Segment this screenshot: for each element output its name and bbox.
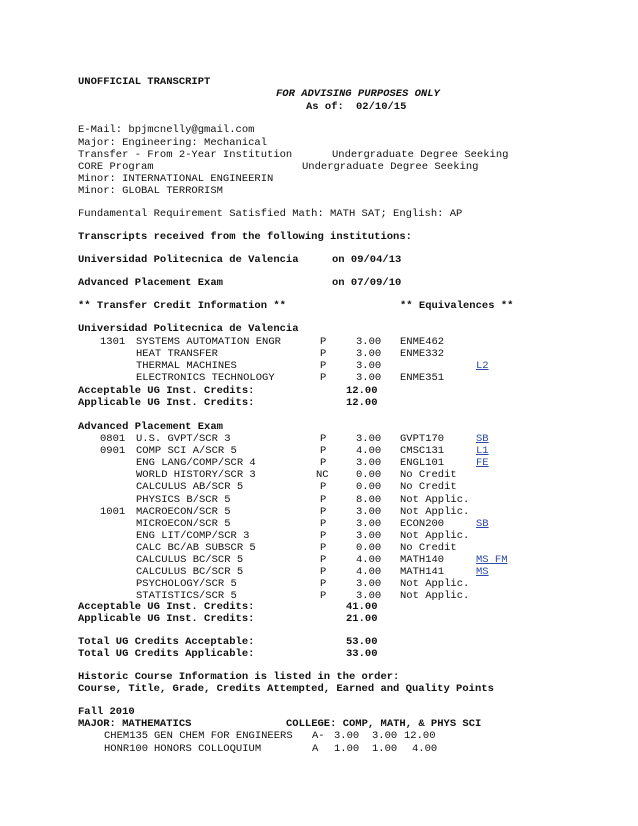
course-equivalent: MATH141 [400,566,445,579]
course-grade: P [320,348,327,361]
course-credits: 3.00 [356,372,382,385]
gen-ed-code-link[interactable]: FE [476,457,489,470]
as-of-label: As of: [306,101,344,113]
course-equivalent: No Credit [400,469,457,482]
historic-info-line-2: Course, Title, Grade, Credits Attempted, Earned and Quality Points [78,683,494,695]
course-grade: P [320,541,327,554]
course-credits: 3.00 [356,578,382,591]
course-credits: 3.00 [356,360,382,373]
historic-info-line-1: Historic Course Information is listed in the order: [78,671,400,683]
course-credits: 3.00 [356,529,382,542]
course-title: U.S. GVPT/SCR 3 [136,433,231,445]
equivalences-header: ** Equivalences ** [400,300,514,312]
institution-date: on 07/09/10 [332,277,402,289]
email-line: E-Mail: bpjmcnelly@gmail.com [78,124,255,136]
course-grade: P [320,457,327,470]
course-credits: 3.00 [356,590,382,603]
course-grade: P [320,481,327,494]
course-title: COMP SCI A/SCR 5 [136,445,237,458]
upv-section-title: Universidad Politecnica de Valencia [78,323,299,335]
received-header: Transcripts received from the following institutions: [78,231,412,243]
term-course-grade: A [312,742,319,755]
course-title: THERMAL MACHINES [136,360,237,373]
course-code: 1001 [100,505,126,518]
course-credits: 4.00 [356,566,382,579]
core-line: CORE Program [78,161,154,173]
term-major: MAJOR: MATHEMATICS [78,718,192,730]
course-title: WORLD HISTORY/SCR 3 [136,469,256,482]
term-course-code: CHEM135 [104,730,149,742]
course-grade: P [320,372,327,385]
course-equivalent: ENME332 [400,348,445,361]
course-equivalent: CMSC131 [400,445,445,458]
term-credits-attempted: 1.00 [334,742,360,755]
term-college: COLLEGE: COMP, MATH, & PHYS SCI [286,718,482,730]
course-grade: P [320,554,327,566]
total-applicable-value: 33.00 [346,648,378,660]
ap-applicable-value: 21.00 [346,613,378,625]
total-acceptable-label: Total UG Credits Acceptable: [78,636,255,648]
ap-acceptable-label: Acceptable UG Inst. Credits: [78,601,255,613]
course-title: CALCULUS AB/SCR 5 [136,481,244,494]
course-title: PSYCHOLOGY/SCR 5 [136,578,237,591]
course-equivalent: Not Applic. [400,529,470,542]
upv-acceptable-label: Acceptable UG Inst. Credits: [78,385,255,397]
transfer-line: Transfer - From 2-Year Institution [78,149,293,161]
course-credits: 0.00 [356,469,382,482]
upv-acceptable-value: 12.00 [346,385,378,397]
course-title: CALC BC/AB SUBSCR 5 [136,541,256,554]
course-equivalent: ENME462 [400,336,445,348]
course-title: CALCULUS BC/SCR 5 [136,566,244,579]
core-status: Undergraduate Degree Seeking [302,161,479,173]
course-grade: P [320,517,327,530]
transfer-credit-header: ** Transfer Credit Information ** [78,300,286,312]
course-grade: P [320,578,327,591]
advising-notice: FOR ADVISING PURPOSES ONLY [276,88,440,100]
fundamental-requirement: Fundamental Requirement Satisfied Math: MATH SAT; English: AP [78,208,463,220]
course-grade: P [320,445,327,458]
course-grade: P [320,529,327,542]
course-title: ENG LANG/COMP/SCR 4 [136,457,256,470]
ap-applicable-label: Applicable UG Inst. Credits: [78,613,255,625]
total-acceptable-value: 53.00 [346,636,378,648]
course-credits: 3.00 [356,433,382,445]
gen-ed-code-link[interactable]: MS FM [476,554,508,566]
course-credits: 3.00 [356,505,382,518]
course-equivalent: No Credit [400,541,457,554]
course-title: CALCULUS BC/SCR 5 [136,554,244,566]
course-title: STATISTICS/SCR 5 [136,590,237,603]
gen-ed-code-link[interactable]: L2 [476,360,489,373]
course-title: SYSTEMS AUTOMATION ENGR [136,336,281,348]
major-line: Major: Engineering: Mechanical [78,137,268,149]
minor-line-2: Minor: GLOBAL TERRORISM [78,185,223,197]
institution-date: on 09/04/13 [332,254,402,266]
course-credits: 3.00 [356,457,382,470]
transcript-title: UNOFFICIAL TRANSCRIPT [78,76,211,88]
course-grade: P [320,493,327,506]
course-equivalent: ENME351 [400,372,445,385]
course-grade: P [320,505,327,518]
term-credits-earned: 3.00 [372,730,398,742]
course-credits: 4.00 [356,554,382,566]
course-grade: P [320,360,327,373]
course-equivalent: ENGL101 [400,457,445,470]
course-grade: P [320,566,327,579]
course-grade: P [320,590,327,603]
course-equivalent: Not Applic. [400,505,470,518]
term-course-grade: A- [312,730,325,742]
course-credits: 0.00 [356,541,382,554]
gen-ed-code-link[interactable]: SB [476,517,489,530]
term-credits-earned: 1.00 [372,742,398,755]
upv-applicable-label: Applicable UG Inst. Credits: [78,397,255,409]
course-code: 0801 [100,433,126,445]
gen-ed-code-link[interactable]: L1 [476,445,489,458]
course-equivalent: MATH140 [400,554,445,566]
minor-line-1: Minor: INTERNATIONAL ENGINEERIN [78,173,274,185]
course-equivalent: ECON200 [400,517,445,530]
term-quality-points: 4.00 [412,742,438,755]
course-credits: 0.00 [356,481,382,494]
course-code: 0901 [100,445,126,458]
course-credits: 3.00 [356,348,382,361]
course-credits: 4.00 [356,445,382,458]
course-code: 1301 [100,336,126,348]
institution-name: Universidad Politecnica de Valencia [78,254,299,266]
course-title: ELECTRONICS TECHNOLOGY [136,372,275,385]
total-applicable-label: Total UG Credits Applicable: [78,648,255,660]
course-title: ENG LIT/COMP/SCR 3 [136,529,250,542]
gen-ed-code-link[interactable]: MS [476,566,489,579]
transfer-status: Undergraduate Degree Seeking [332,149,509,161]
term-credits-attempted: 3.00 [334,730,360,742]
ap-section-title: Advanced Placement Exam [78,421,223,433]
course-title: MACROECON/SCR 5 [136,505,231,518]
course-equivalent: No Credit [400,481,457,494]
course-credits: 3.00 [356,336,382,348]
course-equivalent: Not Applic. [400,590,470,603]
upv-applicable-value: 12.00 [346,397,378,409]
course-credits: 8.00 [356,493,382,506]
course-grade: P [320,336,327,348]
course-title: PHYSICS B/SCR 5 [136,493,231,506]
as-of-date: 02/10/15 [356,101,407,113]
course-title: MICROECON/SCR 5 [136,517,231,530]
course-equivalent: GVPT170 [400,433,445,445]
course-credits: 3.00 [356,517,382,530]
course-grade: P [320,433,327,445]
term-course-title: HONORS COLLOQUIUM [154,742,262,755]
ap-acceptable-value: 41.00 [346,601,378,613]
gen-ed-code-link[interactable]: SB [476,433,489,445]
course-grade: NC [316,469,329,482]
course-equivalent: Not Applic. [400,493,470,506]
term-quality-points: 12.00 [404,730,436,742]
course-title: HEAT TRANSFER [136,348,218,361]
term-course-code: HONR100 [104,742,149,755]
term-name: Fall 2010 [78,706,135,718]
institution-name: Advanced Placement Exam [78,277,223,289]
term-course-title: GEN CHEM FOR ENGINEERS [154,730,293,742]
course-equivalent: Not Applic. [400,578,470,591]
